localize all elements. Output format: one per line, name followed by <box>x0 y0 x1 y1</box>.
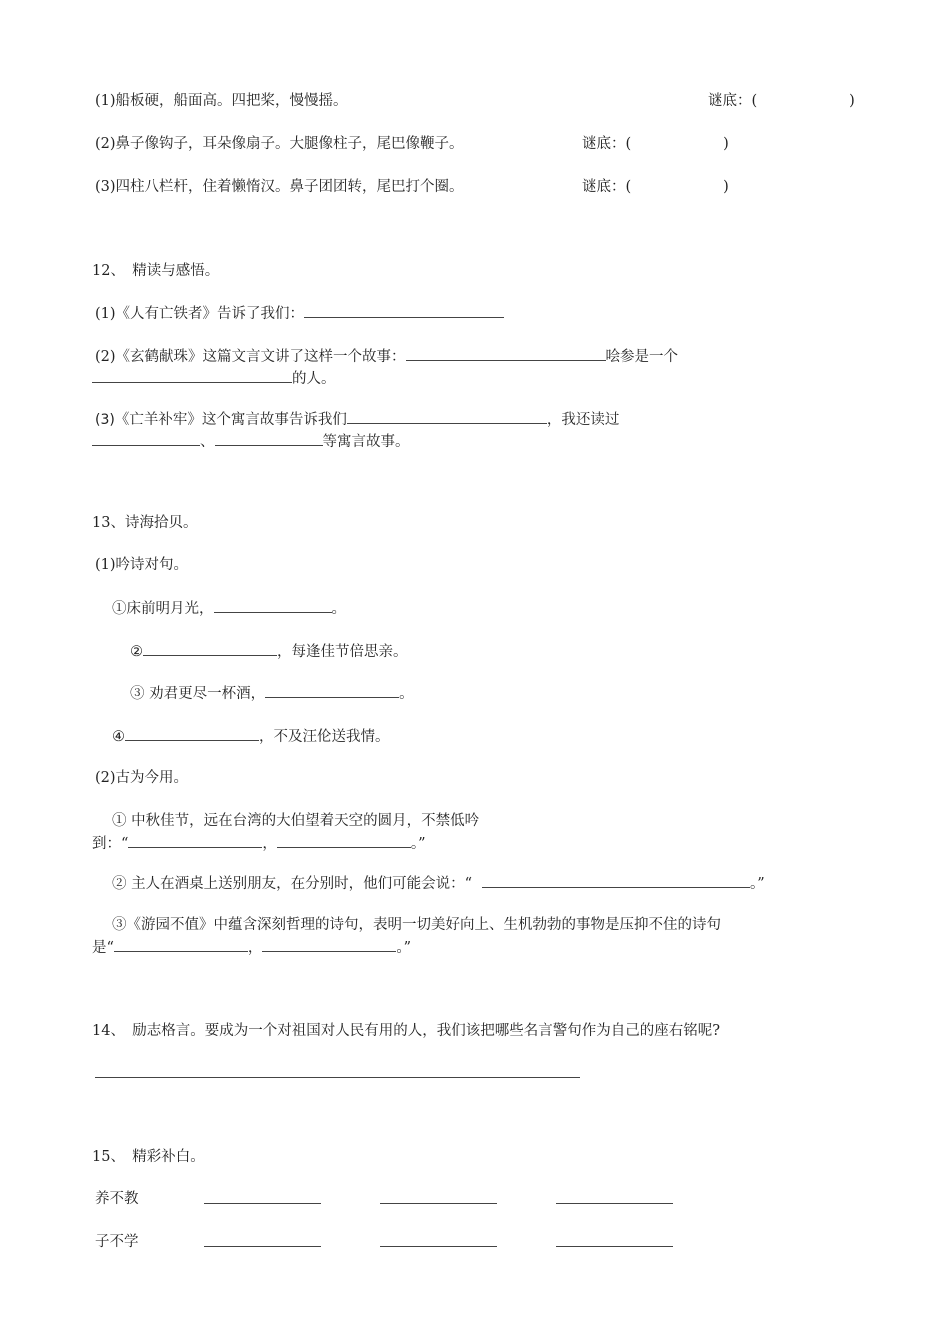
answer-blank[interactable] <box>482 873 750 888</box>
q15-row-1 <box>95 1189 139 1209</box>
answer-blank[interactable] <box>143 641 277 656</box>
answer-blank[interactable] <box>114 937 248 952</box>
q15-row-1-blanks <box>204 1189 673 1210</box>
answer-blank[interactable] <box>215 431 323 446</box>
riddle-3 <box>95 177 464 197</box>
use-item-1: ① 中秋佳节，远在台湾的大伯望着天空的圆月，不禁低吟 <box>112 813 480 829</box>
poem-line-3 <box>130 683 414 704</box>
q12-item-1 <box>95 303 504 324</box>
poem-number: ④ <box>112 729 125 745</box>
riddle-text: 船板硬，船面高。四把桨，慢慢摇。 <box>115 93 348 109</box>
q12-item-3-cont <box>92 431 410 452</box>
q14-title: 14、 励志格言。要成为一个对祖国对人民有用的人，我们该把哪些名言警句作为自己的座右铭呢? <box>92 1023 720 1039</box>
use-text: 是“ <box>92 940 114 956</box>
answer-blank[interactable] <box>380 1232 497 1247</box>
riddle-text: 鼻子像钩子，耳朵像扇子。大腿像柱子，尾巴像鞭子。 <box>115 136 464 152</box>
punct: ， <box>262 836 277 852</box>
use-text: 到：“ <box>92 836 129 852</box>
answer-blank[interactable] <box>92 368 292 383</box>
q15-row-2-blanks <box>204 1232 673 1253</box>
answer-blank[interactable] <box>304 303 504 318</box>
answer-blank[interactable] <box>380 1189 497 1204</box>
answer-blank[interactable] <box>95 1063 580 1078</box>
punct: 。” <box>410 836 426 852</box>
answer-blank[interactable] <box>214 598 332 613</box>
answer-label: 谜底：( <box>708 93 758 109</box>
answer-blank[interactable] <box>204 1232 321 1247</box>
separator: 、 <box>200 434 215 450</box>
q12-item-3-text-b: ，我还读过 <box>546 412 620 428</box>
riddle-number: (3) <box>95 179 116 195</box>
punct: ， <box>247 940 263 956</box>
answer-blank[interactable] <box>262 937 396 952</box>
riddle-number: (1) <box>95 93 116 109</box>
q12-item-3-text: 《亡羊补牢》这个寓言故事告诉我们 <box>114 412 347 428</box>
answer-blank[interactable] <box>204 1189 321 1204</box>
poem-text: ，每逢佳节倍思亲。 <box>277 644 408 660</box>
punct: 。 <box>331 601 346 617</box>
row-label: 养不教 <box>95 1191 139 1207</box>
punct: 。” <box>396 940 412 956</box>
poem-text: ③ 劝君更尽一杯酒， <box>130 686 266 702</box>
q12-item-3-text-d: 等寓言故事。 <box>322 434 410 450</box>
answer-blank[interactable] <box>556 1189 673 1204</box>
q12-item-2-cont <box>92 368 336 389</box>
q15-row-2 <box>95 1232 139 1252</box>
use-item-2 <box>112 873 765 894</box>
answer-blank[interactable] <box>347 409 547 424</box>
q12-item-3 <box>95 409 619 430</box>
row-label: 子不学 <box>95 1234 139 1250</box>
answer-label: 谜底：( <box>582 136 632 152</box>
use-item-3: ③《游园不值》中蕴含深刻哲理的诗句，表明一切美好向上、生机勃勃的事物是压抑不住的诗句 <box>112 917 721 933</box>
q12-item-2-text-c: 的人。 <box>292 371 336 387</box>
riddle-1 <box>95 91 348 111</box>
riddle-answer <box>582 177 729 197</box>
q14-answer <box>95 1063 580 1084</box>
answer-blank[interactable] <box>277 833 411 848</box>
riddle-number: (2) <box>95 136 116 152</box>
answer-blank[interactable] <box>92 431 200 446</box>
answer-blank[interactable] <box>556 1232 673 1247</box>
answer-blank[interactable] <box>125 726 259 741</box>
q12-title: 12、 精读与感悟。 <box>92 263 220 279</box>
poem-line-2 <box>130 641 408 662</box>
riddle-answer <box>582 134 729 154</box>
answer-close: ) <box>849 93 855 109</box>
q13-part-1-label: (1)吟诗对句。 <box>95 557 189 573</box>
q12-item-2-text: (2)《玄鹤献珠》这篇文言文讲了这样一个故事： <box>95 349 406 365</box>
poem-line-1 <box>112 598 346 619</box>
answer-close: ) <box>723 179 729 195</box>
q12-item-1-text: (1)《人有亡铁者》告诉了我们： <box>95 306 305 322</box>
answer-blank[interactable] <box>406 346 606 361</box>
riddle-2 <box>95 134 464 154</box>
q12-item-3-number: (3) <box>95 412 115 428</box>
use-text: ② 主人在酒桌上送别朋友，在分别时，他们可能会说：“ <box>112 876 473 892</box>
poem-number: ② <box>130 644 143 660</box>
riddle-answer <box>708 91 855 111</box>
q12-item-2-text-b: 哙参是一个 <box>605 349 679 365</box>
q13-part-2-label: (2)古为今用。 <box>95 770 189 786</box>
answer-blank[interactable] <box>265 683 399 698</box>
poem-line-4 <box>112 726 390 747</box>
punct: 。 <box>399 686 414 702</box>
punct: 。” <box>750 876 765 892</box>
answer-blank[interactable] <box>128 833 262 848</box>
poem-text: ①床前明月光， <box>112 601 214 617</box>
riddle-text: 四柱八栏杆，住着懒惰汉。鼻子团团转，尾巴打个圈。 <box>115 179 464 195</box>
poem-text: ，不及汪伦送我情。 <box>259 729 390 745</box>
answer-close: ) <box>723 136 729 152</box>
q15-title: 15、 精彩补白。 <box>92 1149 205 1165</box>
q12-item-2 <box>95 346 678 367</box>
q13-title: 13、诗海拾贝。 <box>92 515 198 531</box>
answer-label: 谜底：( <box>582 179 632 195</box>
use-item-3-cont <box>92 937 411 958</box>
use-item-1-cont <box>92 833 426 854</box>
